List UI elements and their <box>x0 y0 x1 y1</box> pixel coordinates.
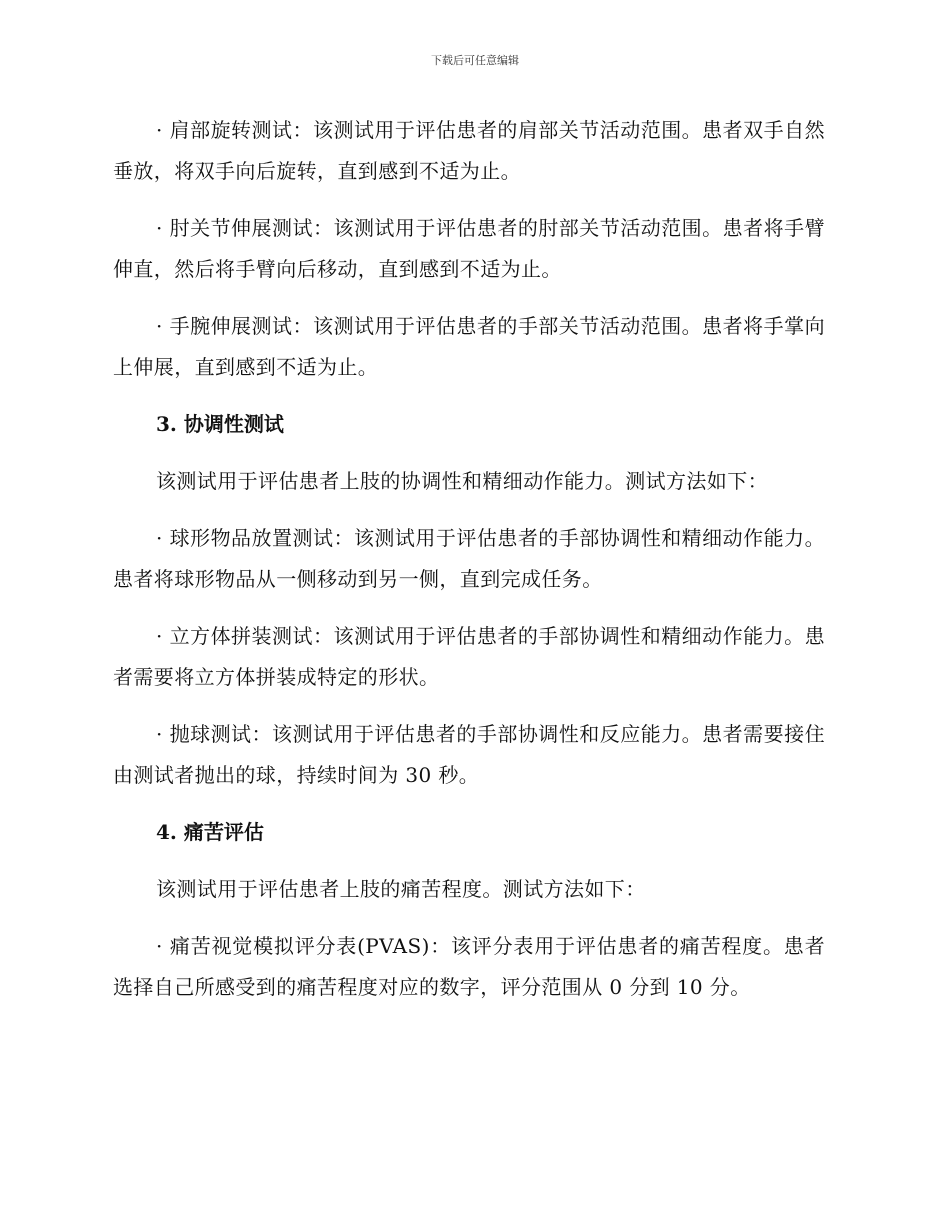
paragraph-shoulder-rotation-test: · 肩部旋转测试：该测试用于评估患者的肩部关节活动范围。患者双手自然垂放，将双手向后旋转，直到感到不适为止。 <box>113 118 825 183</box>
paragraph-wrist-extension-test: · 手腕伸展测试：该测试用于评估患者的手部关节活动范围。患者将手掌向上伸展，直到感到不适为止。 <box>113 314 825 379</box>
paragraph-pain-intro: 该测试用于评估患者上肢的痛苦程度。测试方法如下： <box>156 877 646 901</box>
header-note: 下载后可任意编辑 <box>431 54 519 67</box>
paragraph-ball-placement-test: · 球形物品放置测试：该测试用于评估患者的手部协调性和精细动作能力。患者将球形物品从一侧移动到另一侧，直到完成任务。 <box>113 526 825 591</box>
section-heading-coordination-test: 3. 协调性测试 <box>156 412 284 436</box>
paragraph-coordination-intro: 该测试用于评估患者上肢的协调性和精细动作能力。测试方法如下： <box>156 469 768 493</box>
section-heading-pain-assessment: 4. 痛苦评估 <box>156 820 264 844</box>
document-body <box>113 110 825 1024</box>
paragraph-pvas-scale: · 痛苦视觉模拟评分表(PVAS)：该评分表用于评估患者的痛苦程度。患者选择自己所感受到的痛苦程度对应的数字，评分范围从 0 分到 10 分。 <box>113 934 825 999</box>
paragraph-ball-catch-test: · 抛球测试：该测试用于评估患者的手部协调性和反应能力。患者需要接住由测试者抛出的球，持续时间为 30 秒。 <box>113 722 825 787</box>
paragraph-cube-assembly-test: · 立方体拼装测试：该测试用于评估患者的手部协调性和精细动作能力。患者需要将立方体拼装成特定的形状。 <box>113 624 825 689</box>
paragraph-elbow-extension-test: · 肘关节伸展测试：该测试用于评估患者的肘部关节活动范围。患者将手臂伸直，然后将手臂向后移动，直到感到不适为止。 <box>113 216 825 281</box>
